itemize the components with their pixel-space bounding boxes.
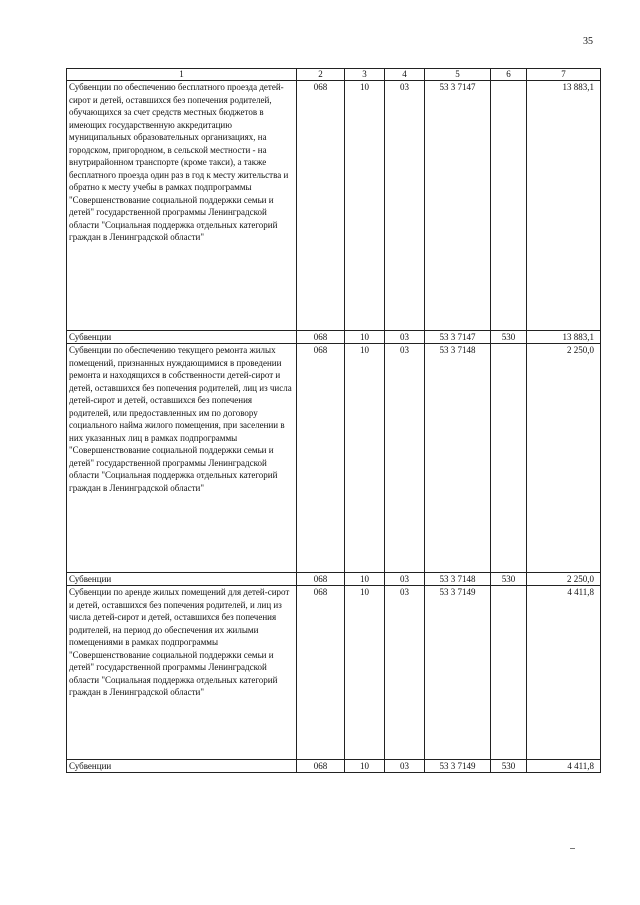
- row-ministry-code: 068: [297, 760, 345, 773]
- row-section-code: 10: [345, 344, 385, 573]
- table-row: [67, 81, 601, 331]
- row-expense-type: [491, 81, 527, 331]
- row-expense-type: 530: [491, 573, 527, 586]
- column-header: 7: [527, 69, 601, 81]
- row-description: Субвенции по обеспечению текущего ремонта жилых помещений, признанных нуждающимися в проведении ремонта и находящихся в собственности детей-сирот и детей, оставшихся без попечения родителей, лиц из числа детей-сирот и детей, оставшихся без попечения родителей, или предоставленных им по договору социального найма жилого помещения, при заселении в них указанных лиц в рамках подпрограммы "Совершенствование социальной поддержки семьи и детей" государственной программы Ленинградской области "Социальная поддержка отдельных категорий граждан в Ленинградской области": [67, 344, 297, 573]
- row-description: Субвенции: [67, 331, 297, 344]
- row-subsection-code: 03: [385, 586, 425, 760]
- row-expense-type: 530: [491, 331, 527, 344]
- column-header: 6: [491, 69, 527, 81]
- row-subsection-code: 03: [385, 81, 425, 331]
- table-header-row: [67, 69, 601, 81]
- row-description: Субвенции по аренде жилых помещений для детей-сирот и детей, оставшихся без попечения родителей, и лиц из числа детей-сирот и детей, оставшихся без попечения родителей, на период до обеспечения их жилыми помещениями в рамках подпрограммы "Совершенствование социальной поддержки семьи и детей" государственной программы Ленинградской области "Социальная поддержка отдельных категорий граждан в Ленинградской области": [67, 586, 297, 760]
- row-subsection-code: 03: [385, 573, 425, 586]
- row-expense-type: 530: [491, 760, 527, 773]
- row-amount: 13 883,1: [527, 81, 601, 331]
- row-ministry-code: 068: [297, 573, 345, 586]
- column-header: 5: [425, 69, 491, 81]
- row-ministry-code: 068: [297, 81, 345, 331]
- column-header: 1: [67, 69, 297, 81]
- table-row: [67, 573, 601, 586]
- table-row: [67, 331, 601, 344]
- table-row: [67, 760, 601, 773]
- row-amount: 4 411,8: [527, 586, 601, 760]
- row-expense-type: [491, 586, 527, 760]
- row-target-code: 53 3 7149: [425, 760, 491, 773]
- row-description: Субвенции: [67, 573, 297, 586]
- column-header: 3: [345, 69, 385, 81]
- table-row: [67, 586, 601, 760]
- budget-table: [66, 68, 601, 773]
- row-target-code: 53 3 7148: [425, 344, 491, 573]
- scan-mark: [570, 848, 575, 849]
- row-target-code: 53 3 7148: [425, 573, 491, 586]
- table-row: [67, 344, 601, 573]
- row-amount: 13 883,1: [527, 331, 601, 344]
- row-expense-type: [491, 344, 527, 573]
- page-number: 35: [583, 36, 593, 47]
- row-section-code: 10: [345, 331, 385, 344]
- row-amount: 2 250,0: [527, 573, 601, 586]
- column-header: 4: [385, 69, 425, 81]
- row-target-code: 53 3 7147: [425, 331, 491, 344]
- row-ministry-code: 068: [297, 586, 345, 760]
- row-subsection-code: 03: [385, 331, 425, 344]
- row-amount: 2 250,0: [527, 344, 601, 573]
- row-ministry-code: 068: [297, 344, 345, 573]
- row-section-code: 10: [345, 760, 385, 773]
- row-description: Субвенции по обеспечению бесплатного проезда детей-сирот и детей, оставшихся без попечения родителей, обучающихся за счет средств местных бюджетов в имеющих государственную аккредитацию муниципальных образовательных организациях, на городском, пригородном, в сельской местности - на внутрирайонном транспорте (кроме такси), а также бесплатного проезда один раз в год к месту жительства и обратно к месту учебы в рамках подпрограммы "Совершенствование социальной поддержки семьи и детей" государственной программы Ленинградской области "Социальная поддержка отдельных категорий граждан в Ленинградской области": [67, 81, 297, 331]
- row-target-code: 53 3 7149: [425, 586, 491, 760]
- row-description: Субвенции: [67, 760, 297, 773]
- row-subsection-code: 03: [385, 760, 425, 773]
- row-ministry-code: 068: [297, 331, 345, 344]
- row-section-code: 10: [345, 586, 385, 760]
- row-section-code: 10: [345, 81, 385, 331]
- row-target-code: 53 3 7147: [425, 81, 491, 331]
- row-section-code: 10: [345, 573, 385, 586]
- row-subsection-code: 03: [385, 344, 425, 573]
- row-amount: 4 411,8: [527, 760, 601, 773]
- column-header: 2: [297, 69, 345, 81]
